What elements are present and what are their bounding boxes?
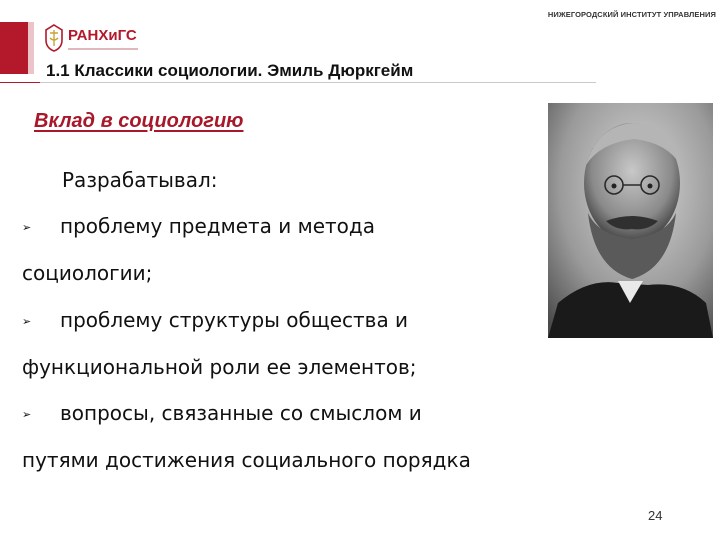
section-heading: Вклад в социологию xyxy=(34,110,244,132)
bullet-arrow-icon: ➢ xyxy=(22,408,32,421)
list-item-3-line2: путями достижения социального порядка xyxy=(22,448,471,472)
portrait-durkheim xyxy=(548,103,713,338)
bullet-arrow-icon: ➢ xyxy=(22,221,32,234)
list-item-2-line1: проблему структуры общества и xyxy=(60,308,409,332)
intro-text: Разрабатывал: xyxy=(62,168,218,192)
institute-name: НИЖЕГОРОДСКИЙ ИНСТИТУТ УПРАВЛЕНИЯ xyxy=(547,10,716,19)
list-item-3-line1: вопросы, связанные со смыслом и xyxy=(60,401,422,425)
header-divider xyxy=(40,82,596,83)
logo-underline xyxy=(68,48,138,50)
bullet-arrow-icon: ➢ xyxy=(22,315,32,328)
emblem-icon xyxy=(44,24,64,52)
accent-bar xyxy=(0,22,28,74)
list-item-1-line1: проблему предмета и метода xyxy=(60,214,375,238)
slide-title: 1.1 Классики социологии. Эмиль Дюркгейм xyxy=(46,61,414,80)
page-number: 24 xyxy=(648,508,663,523)
logo-text: РАНХиГС xyxy=(68,26,137,44)
list-item-2-line2: функциональной роли ее элементов; xyxy=(22,355,417,379)
list-item-1-line2: социологии; xyxy=(22,261,153,285)
logo xyxy=(44,24,138,52)
